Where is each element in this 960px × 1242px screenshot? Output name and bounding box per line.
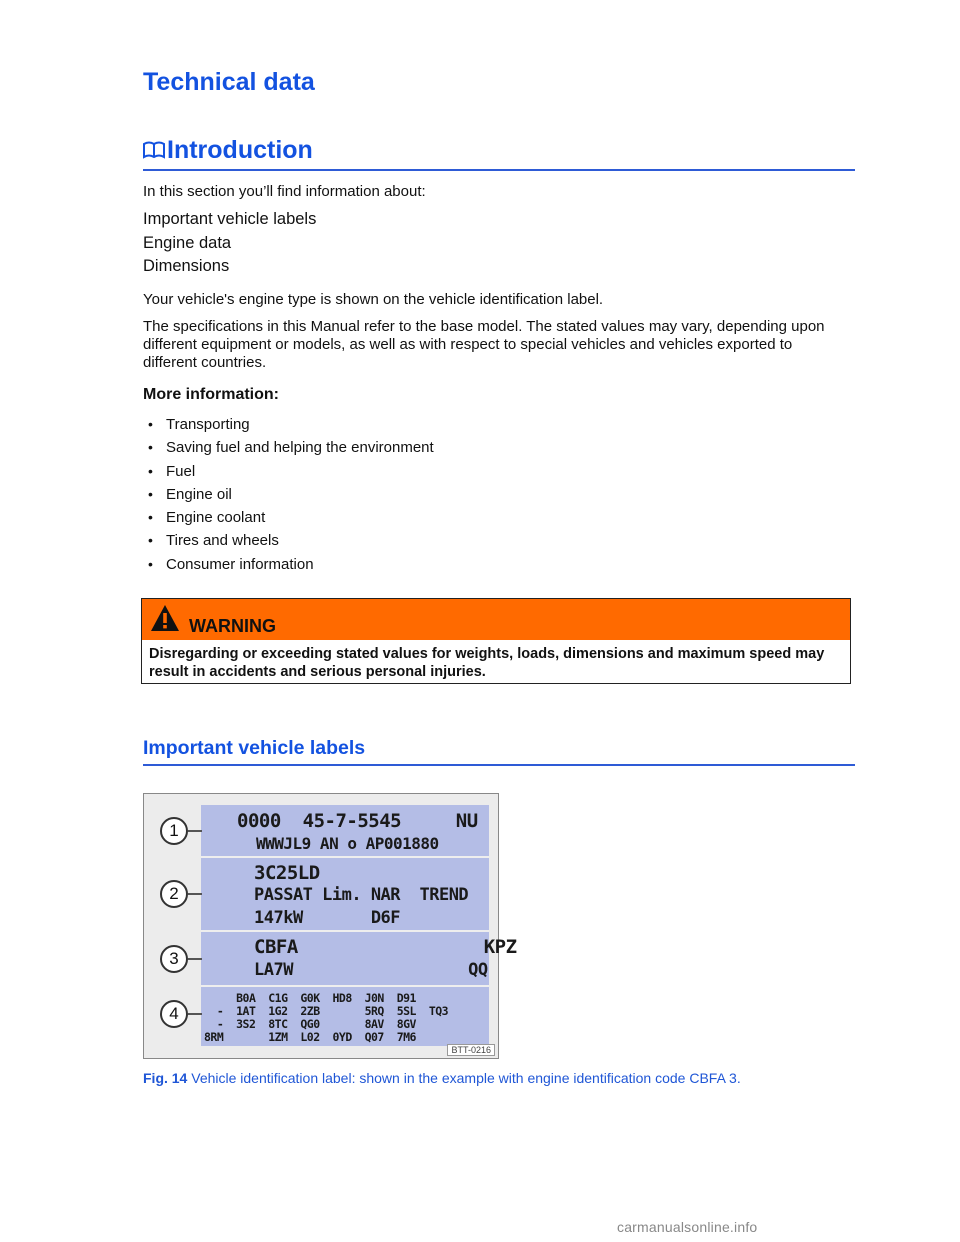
topic-list — [143, 208, 316, 279]
warning-text: Disregarding or exceeding stated values for weights, loads, dimensions and maximum speed may result in accidents and serious personal injuries. — [149, 646, 825, 680]
engine-type-paragraph: Your vehicle's engine type is shown on the vehicle identification label. — [143, 291, 604, 308]
more-info-link[interactable]: • Engine oil — [148, 483, 434, 506]
callout-2: 2 — [160, 880, 188, 908]
more-info-link[interactable]: • Consumer information — [148, 553, 434, 576]
label-line: - 3S2 8TC QG0 8AV 8GV — [204, 1017, 416, 1031]
watermark: carmanualsonline.info — [617, 1219, 758, 1235]
label-line: LA7W QQ — [254, 960, 488, 980]
warning-title: WARNING — [189, 616, 276, 636]
warning-header — [142, 599, 850, 640]
callout-1: 1 — [160, 817, 188, 845]
section-heading-vehicle-labels: Important vehicle labels — [143, 737, 855, 766]
topic-item[interactable]: Important vehicle labels — [143, 210, 317, 228]
label-line: 147kW D6F — [254, 908, 401, 928]
vehicle-identification-label-figure — [143, 793, 517, 1059]
book-icon — [143, 138, 167, 167]
label-line: 3C25LD — [254, 862, 320, 884]
label-line: 8RM 1ZM L02 0YD Q07 7M6 — [204, 1030, 416, 1044]
more-info-link[interactable]: • Tires and wheels — [148, 529, 434, 552]
warning-triangle-icon — [149, 603, 181, 638]
callout-3: 3 — [160, 945, 188, 973]
label-line: - 1AT 1G2 2ZB 5RQ 5SL TQ3 — [204, 1004, 449, 1018]
warning-box — [141, 598, 851, 684]
more-information-list — [148, 413, 434, 576]
more-info-link[interactable]: • Transporting — [148, 413, 434, 436]
figure-reference-code: BTT-0216 — [447, 1044, 495, 1056]
figure-caption-text: Vehicle identification label: shown in the example with engine identification code CBFA 3. — [191, 1070, 741, 1086]
label-line: WWWJL9 AN o AP001880 — [256, 834, 439, 853]
page-title: Technical data — [143, 68, 315, 96]
figure-caption-label: Fig. 14 — [143, 1070, 188, 1086]
intro-heading — [143, 136, 855, 171]
label-line: CBFA KPZ — [254, 936, 517, 958]
figure-caption — [143, 1070, 741, 1086]
topic-item[interactable]: Engine data — [143, 233, 232, 252]
more-info-link[interactable]: • Engine coolant — [148, 506, 434, 529]
label-line: B0A C1G G0K HD8 J0N D91 — [204, 991, 416, 1005]
more-information-heading: More information: — [143, 386, 279, 403]
topic-item[interactable]: Dimensions — [143, 257, 230, 275]
callout-4: 4 — [160, 1000, 188, 1028]
specifications-paragraph: The specifications in this Manual refer to the base model. The stated values may vary, depending upon different equipment or models, as well as with respect to special vehicles and vehicles exported to different countries. — [143, 318, 825, 371]
intro-lead: In this section you’ll find information about: — [143, 183, 426, 200]
intro-heading-text: Introduction — [167, 136, 313, 164]
more-info-link[interactable]: • Fuel — [148, 460, 434, 483]
label-line: PASSAT Lim. NAR TREND — [254, 885, 469, 905]
label-line: 0000 45-7-5545 NU — [237, 810, 478, 832]
more-info-link[interactable]: • Saving fuel and helping the environment — [148, 436, 434, 459]
